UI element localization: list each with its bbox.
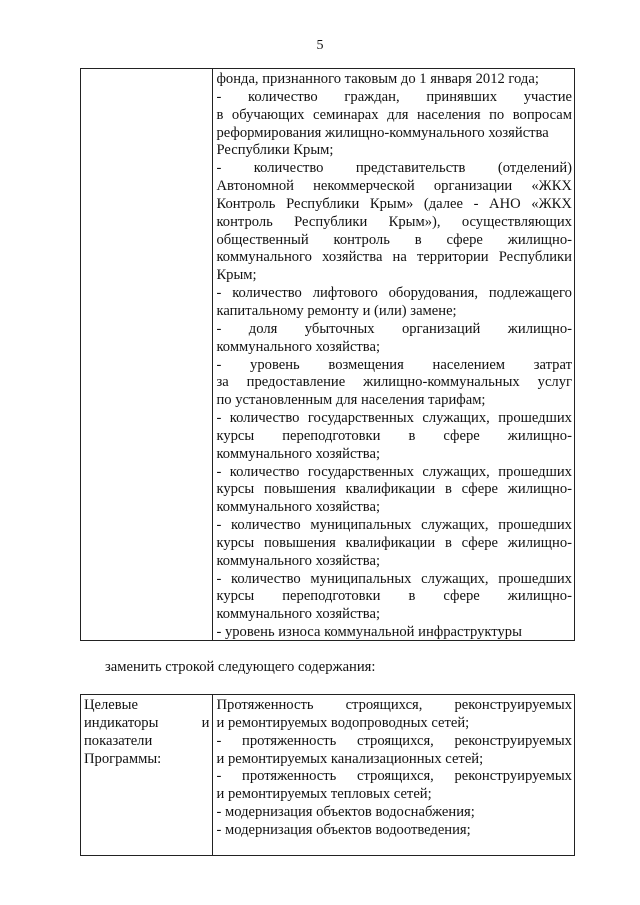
text-word: коммунального [216,249,312,266]
text-line [216,553,572,571]
text-line [216,142,572,160]
text-word: жилищно- [507,588,572,605]
text-line [216,410,572,428]
text-line [216,339,572,357]
text-word: реконструируемых [454,768,572,785]
text-word: коммунального хозяйства; [216,499,381,516]
text-word: жилищно-коммунальных [363,374,520,391]
text-line [216,160,572,178]
table-new-indicators [80,694,575,856]
label-line [84,751,209,769]
text-word: участие [523,88,572,105]
text-word: количество [229,410,300,427]
label-text: Целевые [84,697,138,713]
label-line [84,733,209,751]
text-word: жилищно- [507,231,572,248]
text-word: граждан, [344,88,400,105]
text-word: сфере [443,427,480,444]
text-word: за [216,374,229,391]
text-word: капитальному ремонту и (или) замене; [216,302,457,319]
text-word: фонда, признанного таковым до 1 января 2012 года; [216,71,539,87]
text-line [216,481,572,499]
text-word: в [408,588,416,605]
text-word: коммунального хозяйства; [216,606,381,623]
text-line [216,751,572,769]
table-old-indicators [80,68,575,641]
text-line [216,733,572,751]
text-word: в [444,534,452,551]
text-word: подлежащего [488,285,572,302]
text-word: сфере [443,588,480,605]
page-number: 5 [316,38,324,53]
text-word: служащих, [422,410,490,427]
text-word: жилищно- [507,427,572,444]
text-word: контроль [216,213,273,230]
text-word: квалификации [345,534,436,551]
text-word: АНО [489,195,521,212]
text-word: сфере [461,534,499,551]
text-line [216,125,572,143]
text-word: Республики [286,195,360,212]
text-word: оборудования, [388,285,479,302]
text-word: предоставление [246,374,346,391]
text-word: курсы [216,481,255,498]
text-line [216,303,572,321]
text-word: - [216,768,222,785]
text-word: повышения [264,481,336,498]
text-line [216,89,572,107]
text-word: доля [248,320,278,337]
text-word: населением [432,356,506,373]
text-word: Крым»), [388,213,441,230]
text-word: Крым» [369,195,414,212]
text-line [216,357,572,375]
label-text: Программы: [84,750,162,767]
text-word: - [216,732,222,749]
text-word: протяженность [242,732,337,749]
label-line [84,715,209,733]
text-word: Автономной [216,178,294,195]
text-word: государственных [307,463,414,480]
text-word: представительств [355,160,466,177]
text-word: сфере [446,231,483,248]
label-cell-empty [81,69,213,640]
text-word: жилищно- [507,320,572,337]
text-word: служащих, [421,517,489,534]
text-word: - [216,320,222,337]
text-word: лифтового [312,285,378,302]
text-word: муниципальных [310,570,412,587]
text-word: осуществляющих [461,213,572,230]
text-word: служащих, [422,463,490,480]
text-word: - [216,463,222,480]
text-word: - модернизация объектов водоснабжения; [216,804,475,821]
text-word: коммунального хозяйства; [216,445,381,462]
text-line [216,196,572,214]
text-word: организаций [401,320,481,337]
text-word: реконструируемых [454,732,572,749]
text-word: (отделений) [497,160,572,177]
text-line [216,107,572,125]
text-word: прошедших [498,517,572,534]
text-word: переподготовки [282,588,381,605]
text-word: количество [231,570,301,587]
text-word: прошедших [498,463,572,480]
text-line [216,768,572,786]
text-word: населения [417,106,481,123]
text-word: в [444,481,452,498]
text-line [216,535,572,553]
text-line [216,392,572,410]
text-word: количество [248,88,318,105]
text-word: по [489,106,505,123]
text-word: семинарах [312,106,379,123]
text-word: количество [232,285,302,302]
label-cell [81,695,213,855]
text-word: - [216,285,222,302]
text-word: курсы [216,588,255,605]
indicators-text-cell [213,69,574,640]
text-word: в [414,231,422,248]
text-word: «ЖКХ [531,178,572,195]
text-line [216,249,572,267]
text-word: коммунального хозяйства; [216,552,381,569]
text-word: - модернизация объектов водоотведения; [216,821,471,838]
text-word: услуг [537,374,572,391]
text-word: - [216,88,222,105]
text-word: строящихся, [356,768,434,785]
text-word: переподготовки [282,427,381,444]
text-word: сфере [461,481,499,498]
text-word: некоммерческой [313,178,415,195]
text-word: возмещения [328,356,404,373]
text-word: курсы [216,534,255,551]
text-word: в [216,106,224,123]
text-word: жилищно- [507,481,572,498]
replace-instruction: заменить строкой следующего содержания: [105,659,376,675]
label-text: индикаторы [84,714,159,731]
text-word: и ремонтируемых тепловых сетей; [216,786,432,803]
text-word: Республики Крым; [216,142,334,159]
text-word: по установленным для населения тарифам; [216,392,486,409]
text-word: «ЖКХ [531,195,572,212]
text-word: количество [231,517,301,534]
text-word: хозяйства [322,249,383,266]
text-word: Республики [498,249,572,266]
text-word: строящихся, [345,697,423,713]
text-word: контроль [333,231,390,248]
text-line [216,214,572,232]
text-word: вопросам [512,106,572,123]
text-line [216,499,572,517]
text-line [216,588,572,606]
text-word: курсы [216,427,255,444]
text-word: - [216,160,222,177]
text-word: жилищно- [507,534,572,551]
text-word: протяженность [242,768,337,785]
text-line [216,71,572,89]
text-word: (далее [423,195,463,212]
text-line [216,606,572,624]
text-word: принявших [426,88,498,105]
text-word: - [216,517,222,534]
text-word: количество [229,463,300,480]
text-word: Республики [294,213,368,230]
text-word: и ремонтируемых водопроводных сетей; [216,714,470,731]
text-word: Крым; [216,267,257,284]
text-line [216,232,572,250]
label-line [84,697,209,715]
text-word: государственных [307,410,414,427]
label-text-right: и [201,714,210,731]
text-word: прошедших [498,570,572,587]
text-word: территории [416,249,489,266]
text-line [216,804,572,822]
text-word: квалификации [345,481,436,498]
text-word: Протяженность [216,697,314,713]
text-word: - [216,570,222,587]
text-line [216,786,572,804]
text-word: служащих, [421,570,489,587]
text-word: для [387,106,409,123]
text-line [216,321,572,339]
text-word: в [408,427,416,444]
text-word: прошедших [498,410,572,427]
text-word: обучающих [231,106,305,123]
indicators-text-cell [213,695,574,855]
text-word: затрат [533,356,572,373]
text-word: Контроль [216,195,276,212]
label-text: показатели [84,732,153,749]
text-line [216,517,572,535]
text-word: муниципальных [310,517,412,534]
text-line [216,178,572,196]
text-word: уровень [250,356,300,373]
text-word: коммунального хозяйства; [216,338,381,355]
text-word: повышения [264,534,336,551]
text-word: количество [253,160,324,177]
text-word: реконструируемых [454,697,572,713]
text-word: - [216,410,222,427]
text-word: реформирования жилищно-коммунального хозяйства [216,124,549,141]
text-line [216,715,572,733]
text-word: строящихся, [356,732,434,749]
text-word: организации [433,178,513,195]
text-word: общественный [216,231,309,248]
text-line [216,446,572,464]
text-line [216,285,572,303]
text-line [216,822,572,840]
text-word: - [216,356,222,373]
text-line [216,571,572,589]
text-line [216,428,572,446]
text-line [216,624,572,642]
text-word: и ремонтируемых канализационных сетей; [216,750,484,767]
text-word: - [473,195,479,212]
text-word: - уровень износа коммунальной инфраструктуры [216,624,522,641]
text-line [216,464,572,482]
text-line [216,374,572,392]
text-word: на [392,249,407,266]
text-word: убыточных [304,320,375,337]
text-line [216,267,572,285]
text-line [216,697,572,715]
